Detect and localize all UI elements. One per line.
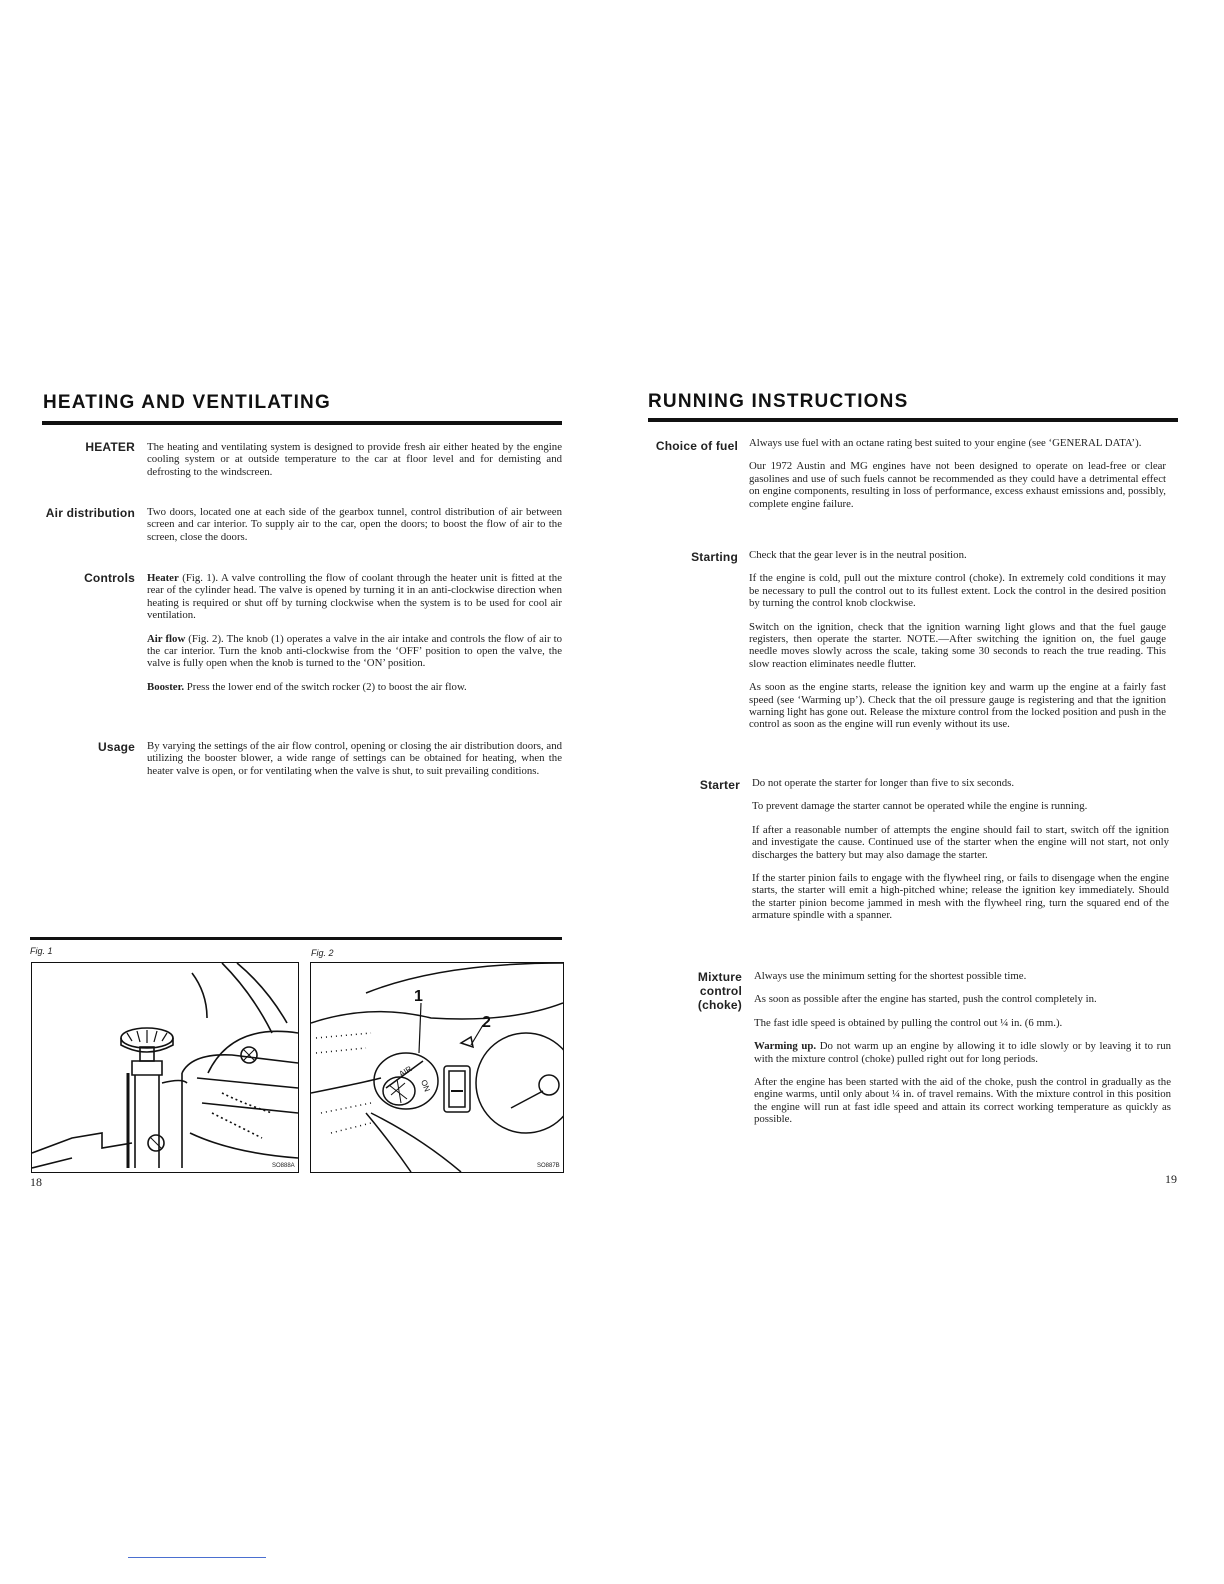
figure-code-2: SO887B	[537, 1163, 560, 1169]
paragraph: Our 1972 Austin and MG engines have not been designed to operate on lead-free or clear gasolines and use of such fuels cannot be recommended as they could have a detrimental effect on engine components, resulting in loss of performance, excess exhaust emissions and, possibly, complete engine failure.	[749, 460, 1166, 510]
title-rule	[42, 421, 562, 425]
paragraph-heater	[147, 572, 562, 622]
section-label-choice-of-fuel: Choice of fuel	[655, 439, 738, 453]
lead-heater: Heater	[147, 572, 179, 584]
paragraph: The fast idle speed is obtained by pulling the control out ¼ in. (6 mm.).	[754, 1016, 1063, 1029]
section-label-starting: Starting	[691, 550, 738, 564]
paragraph: Check that the gear lever is in the neutral position.	[749, 549, 967, 561]
right-page	[612, 0, 1224, 1584]
paragraph: Two doors, located one at each side of the gearbox tunnel, control distribution of air between screen and car interior. To supply air to the car, open the doors; to boost the flow of air to the screen, close the doors.	[147, 506, 562, 543]
callout-2: 2	[482, 1014, 491, 1031]
section-body-starter	[752, 777, 1169, 933]
link-underline	[128, 1557, 266, 1558]
page-title: HEATING AND VENTILATING	[43, 392, 331, 413]
title-rule	[648, 418, 1178, 422]
paragraph: By varying the settings of the air flow control, opening or closing the air distribution doors, and utilizing the booster blower, a wide range of settings can be obtained for heating, when the heater valve is open, or for ventilating when the valve is shut, to suit prevailing conditions.	[147, 740, 562, 777]
section-body-usage	[147, 740, 562, 788]
text-warming-up: Do not warm up an engine by allowing it to idle slowly or by leaving it to run with the mixture control (choke) pulled right out for long periods.	[754, 1040, 1171, 1065]
text-heater: (Fig. 1). A valve controlling the flow of coolant through the heater unit is fitted at the rear of the cylinder head. The valve is opened by turning it in an anti-clockwise direction when heating is required or shut off by turning clockwise when the system is to be used for cool air ventilation.	[147, 572, 562, 622]
text-air-flow: (Fig. 2). The knob (1) operates a valve in the air intake and controls the flow of air to the car interior. Turn the knob anti-clockwise from the ‘OFF’ position to open the valve, the valve is fully open when the knob is turned to the ‘ON’ position.	[147, 632, 562, 670]
section-label-heater: HEATER	[85, 440, 135, 454]
section-body-heater	[147, 441, 562, 489]
text-booster: Press the lower end of the switch rocker (2) to boost the air flow.	[184, 680, 467, 693]
section-body-air-distribution	[147, 506, 562, 554]
section-label-usage: Usage	[97, 740, 135, 754]
section-label-starter: Starter	[699, 778, 740, 792]
page-number: 18	[30, 1175, 42, 1189]
paragraph: Always use fuel with an octane rating best suited to your engine (see ‘GENERAL DATA’).	[749, 437, 1142, 449]
paragraph: If after a reasonable number of attempts the engine should fail to start, switch off the ignition and investigate the cause. Continued use of the starter when the engine will not start, not only discharges the battery but may also damage the starter.	[752, 823, 1169, 861]
dashboard-controls-illustration	[311, 963, 563, 1172]
paragraph: As soon as possible after the engine has started, push the control completely in.	[754, 993, 1097, 1006]
paragraph: Switch on the ignition, check that the ignition warning light glows and that the fuel gauge registers, then operate the starter. NOTE.—After switching the ignition on, the fuel gauge needle moves slowly across the scale, taking some 30 seconds to reach the true reading. This slow reaction eliminates needle flutter.	[749, 620, 1166, 670]
paragraph: As soon as the engine starts, release the ignition key and warm up the engine at a fairly fast speed (see ‘Warming up’). Check that the oil pressure gauge is registering and that the ignition warning light has gone out. Release the mixture control from the locked position and push in the control as soon as the engine will run evenly without its use.	[749, 681, 1166, 731]
lead-booster: Booster.	[147, 680, 185, 693]
dial-label-on: ON	[419, 1078, 432, 1093]
lead-air-flow: Air flow	[147, 632, 186, 645]
figure-rule	[30, 937, 562, 940]
lead-warming-up: Warming up.	[754, 1040, 817, 1053]
figure-caption-1: Fig. 1	[30, 946, 53, 956]
paragraph-warming-up	[754, 1040, 1171, 1065]
paragraph: After the engine has been started with the aid of the choke, push the control in gradually as the engine warms, until only about ¼ in. of travel remains. With the mixture control in this position the engine will run at fast idle speed and attain its correct working temperature as quickly as possible.	[754, 1076, 1171, 1126]
paragraph-air-flow	[147, 633, 562, 670]
paragraph: Always use the minimum setting for the shortest possible time.	[754, 970, 1027, 982]
paragraph: If the starter pinion fails to engage with the flywheel ring, or fails to disengage when the engine starts, the starter will emit a high-pitched whine; release the ignition key immediately. Should the starter pinion become jammed in mesh with the flywheel ring, turn the squared end of the armature spindle with a spanner.	[752, 872, 1169, 922]
paragraph: To prevent damage the starter cannot be operated while the engine is running.	[752, 800, 1088, 813]
page-title: RUNNING INSTRUCTIONS	[648, 391, 909, 412]
paragraph-booster	[147, 681, 562, 693]
page-number: 19	[1165, 1172, 1177, 1186]
section-label-controls: Controls	[84, 571, 135, 585]
section-body-choice-of-fuel	[749, 437, 1166, 521]
section-label-mixture-control: Mixture control (choke)	[697, 970, 742, 1012]
section-body-starting	[749, 549, 1166, 742]
dial-label-air: AIR	[397, 1064, 414, 1079]
section-label-air-distribution: Air distribution	[45, 506, 135, 520]
figure-caption-2: Fig. 2	[311, 948, 334, 958]
callout-1: 1	[414, 988, 423, 1005]
section-body-controls	[147, 572, 562, 704]
figure-code-1: SO888A	[272, 1163, 295, 1169]
section-body-mixture-control	[754, 970, 1171, 1137]
figure-1-heater-valve	[31, 962, 299, 1173]
heater-valve-illustration	[32, 963, 298, 1172]
paragraph: Do not operate the starter for longer than five to six seconds.	[752, 777, 1015, 789]
figure-2-air-flow-controls	[310, 962, 564, 1173]
paragraph: If the engine is cold, pull out the mixture control (choke). In extremely cold conditions it may be necessary to pull the control out to its fullest extent. Lock the control in the desired position by turning the control knob clockwise.	[749, 572, 1166, 610]
paragraph: The heating and ventilating system is designed to provide fresh air either heated by the engine cooling system or at outside temperature to the car at floor level and for demisting and defrosting to the windscreen.	[147, 441, 562, 478]
